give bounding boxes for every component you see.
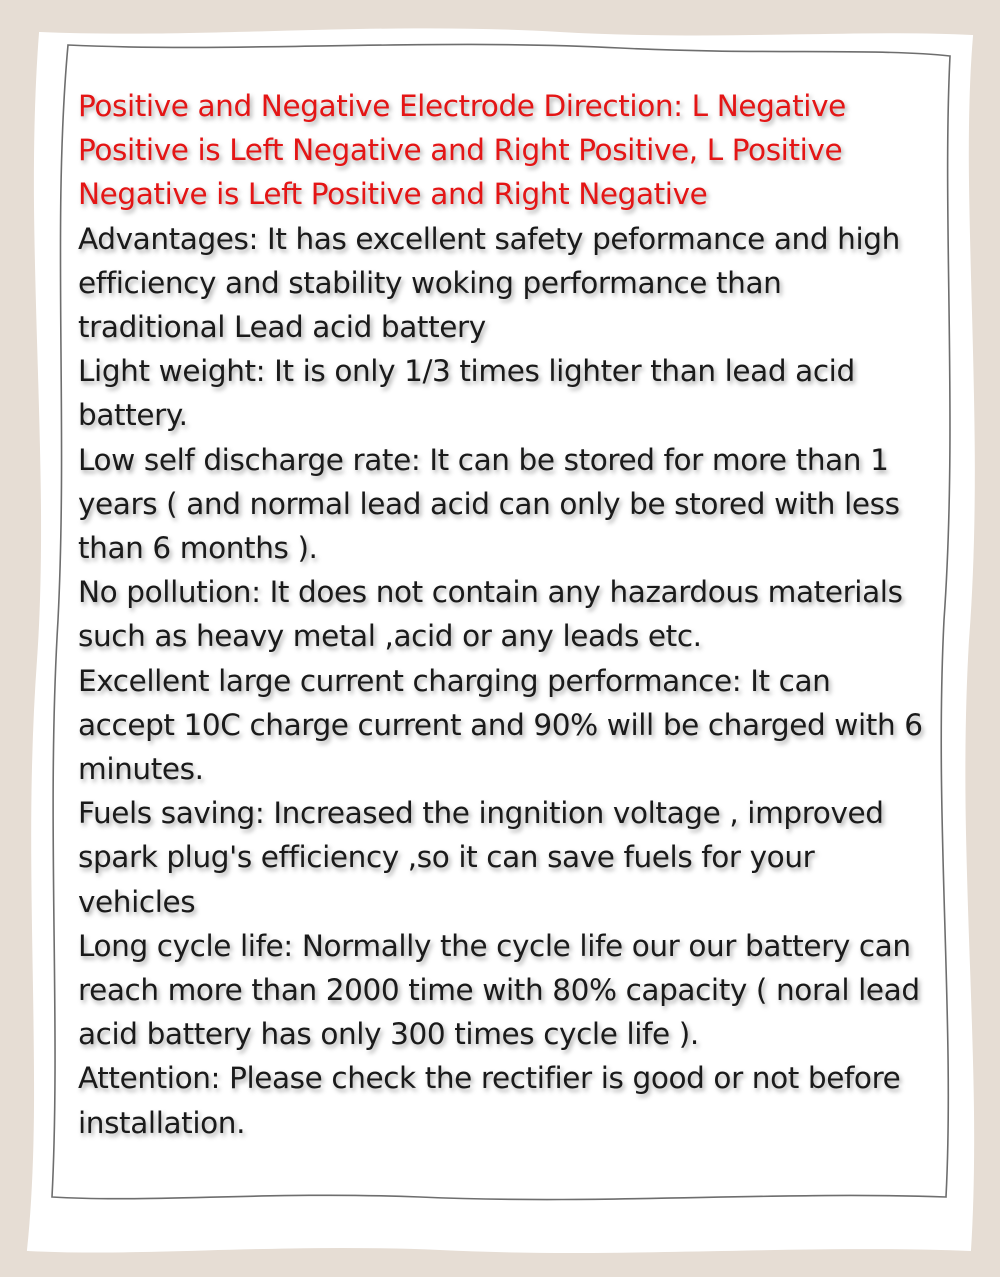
product-description xyxy=(78,84,928,1145)
long-cycle-life-text: Long cycle life: Normally the cycle life our our battery can reach more than 2000 time with 80% capacity ( noral lead acid battery has only 300 times cycle life ). xyxy=(78,928,920,1052)
no-pollution-text: No pollution: It does not contain any hazardous materials such as heavy metal ,acid or any leads etc. xyxy=(78,575,903,654)
advantages-text: Advantages: It has excellent safety peformance and high efficiency and stability woking performance than traditional Lead acid battery xyxy=(78,221,900,345)
low-self-discharge-text: Low self discharge rate: It can be stored for more than 1 years ( and normal lead acid can only be stored with less than 6 months ). xyxy=(78,442,900,566)
large-current-charging-text: Excellent large current charging performance: It can accept 10C charge current and 90% will be charged with 6 minutes. xyxy=(78,663,923,787)
electrode-direction-text: Positive and Negative Electrode Direction: L Negative Positive is Left Negative and Right Positive, L Positive Negative is Left Positive and Right Negative xyxy=(78,89,846,212)
light-weight-text: Light weight: It is only 1/3 times lighter than lead acid battery. xyxy=(78,354,855,433)
fuels-saving-text: Fuels saving: Increased the ingnition voltage , improved spark plug's efficiency ,so it can save fuels for your vehicles xyxy=(78,796,884,919)
attention-text: Attention: Please check the rectifier is good or not before installation. xyxy=(78,1061,901,1140)
